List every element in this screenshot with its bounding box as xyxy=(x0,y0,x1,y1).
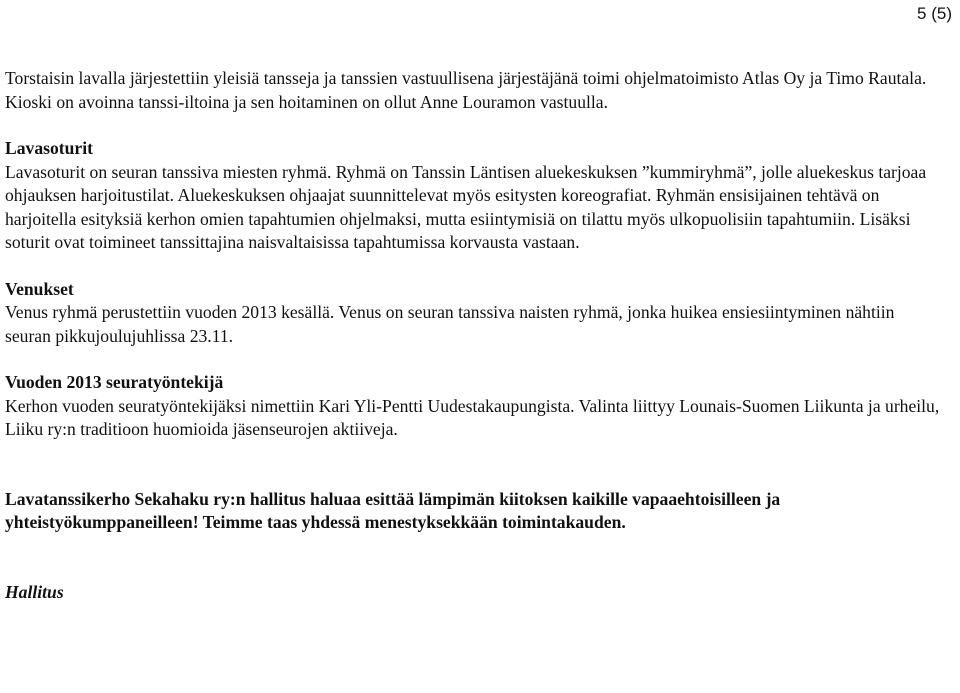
section-seuratyontekija xyxy=(5,371,940,442)
section-body: Kerhon vuoden seuratyöntekijäksi nimettiin Kari Yli-Pentti Uudestakaupungista. Valinta liittyy Lounais-Suomen Liikunta ja urheilu, Liiku ry:n traditioon huomioida jäsenseurojen aktiiveja. xyxy=(5,395,940,439)
page-number: 5 (5) xyxy=(917,4,952,23)
spacer xyxy=(5,442,940,488)
footer-heading: Hallitus xyxy=(5,581,64,602)
spacer xyxy=(5,535,940,581)
spacer xyxy=(5,255,940,278)
spacer xyxy=(5,348,940,371)
document-body xyxy=(5,67,940,604)
intro-paragraph: Torstaisin lavalla järjestettiin yleisiä tansseja ja tanssien vastuullisena järjestäjänä toimi ohjelmatoimisto Atlas Oy ja Timo Rautala. Kioski on avoinna tanssi-iltoina ja sen hoitaminen on ollut Anne Louramon vastuulla. xyxy=(5,68,927,112)
section-heading: Venukset xyxy=(5,278,74,299)
thanks-paragraph: Lavatanssikerho Sekahaku ry:n hallitus haluaa esittää lämpimän kiitoksen kaikille vapaaehtoisilleen ja yhteistyökumppaneilleen! Teimme taas yhdessä menestyksekkään toimintakauden. xyxy=(5,488,781,532)
section-heading: Vuoden 2013 seuratyöntekijä xyxy=(5,372,224,392)
section-lavasoturit xyxy=(5,137,940,255)
section-heading: Lavasoturit xyxy=(5,138,93,158)
section-body: Venus ryhmä perustettiin vuoden 2013 kesällä. Venus on seuran tanssiva naisten ryhmä, jonka huikea ensiesiintyminen nähtiin seuran pikkujoulujuhlissa 23.11. xyxy=(5,302,895,346)
section-body: Lavasoturit on seuran tanssiva miesten ryhmä. Ryhmä on Tanssin Läntisen aluekeskuksen ”kummiryhmä”, jolle aluekeskus tarjoaa ohjauksen harjoitustilat. Aluekeskuksen ohjaajat suunnittelevat myös esitysten koreografiat. Ryhmän ensisijainen tehtävä on harjoitella esityksiä kerhon omien tapahtumien ohjelmaksi, mutta esiintymisiä on tilattu myös ulkopuolisiin tapahtumiin. Lisäksi soturit ovat toimineet tanssittajina naisvaltaisissa tapahtumissa korvausta vastaan. xyxy=(5,161,927,252)
spacer xyxy=(5,114,940,137)
section-venukset xyxy=(5,278,940,349)
